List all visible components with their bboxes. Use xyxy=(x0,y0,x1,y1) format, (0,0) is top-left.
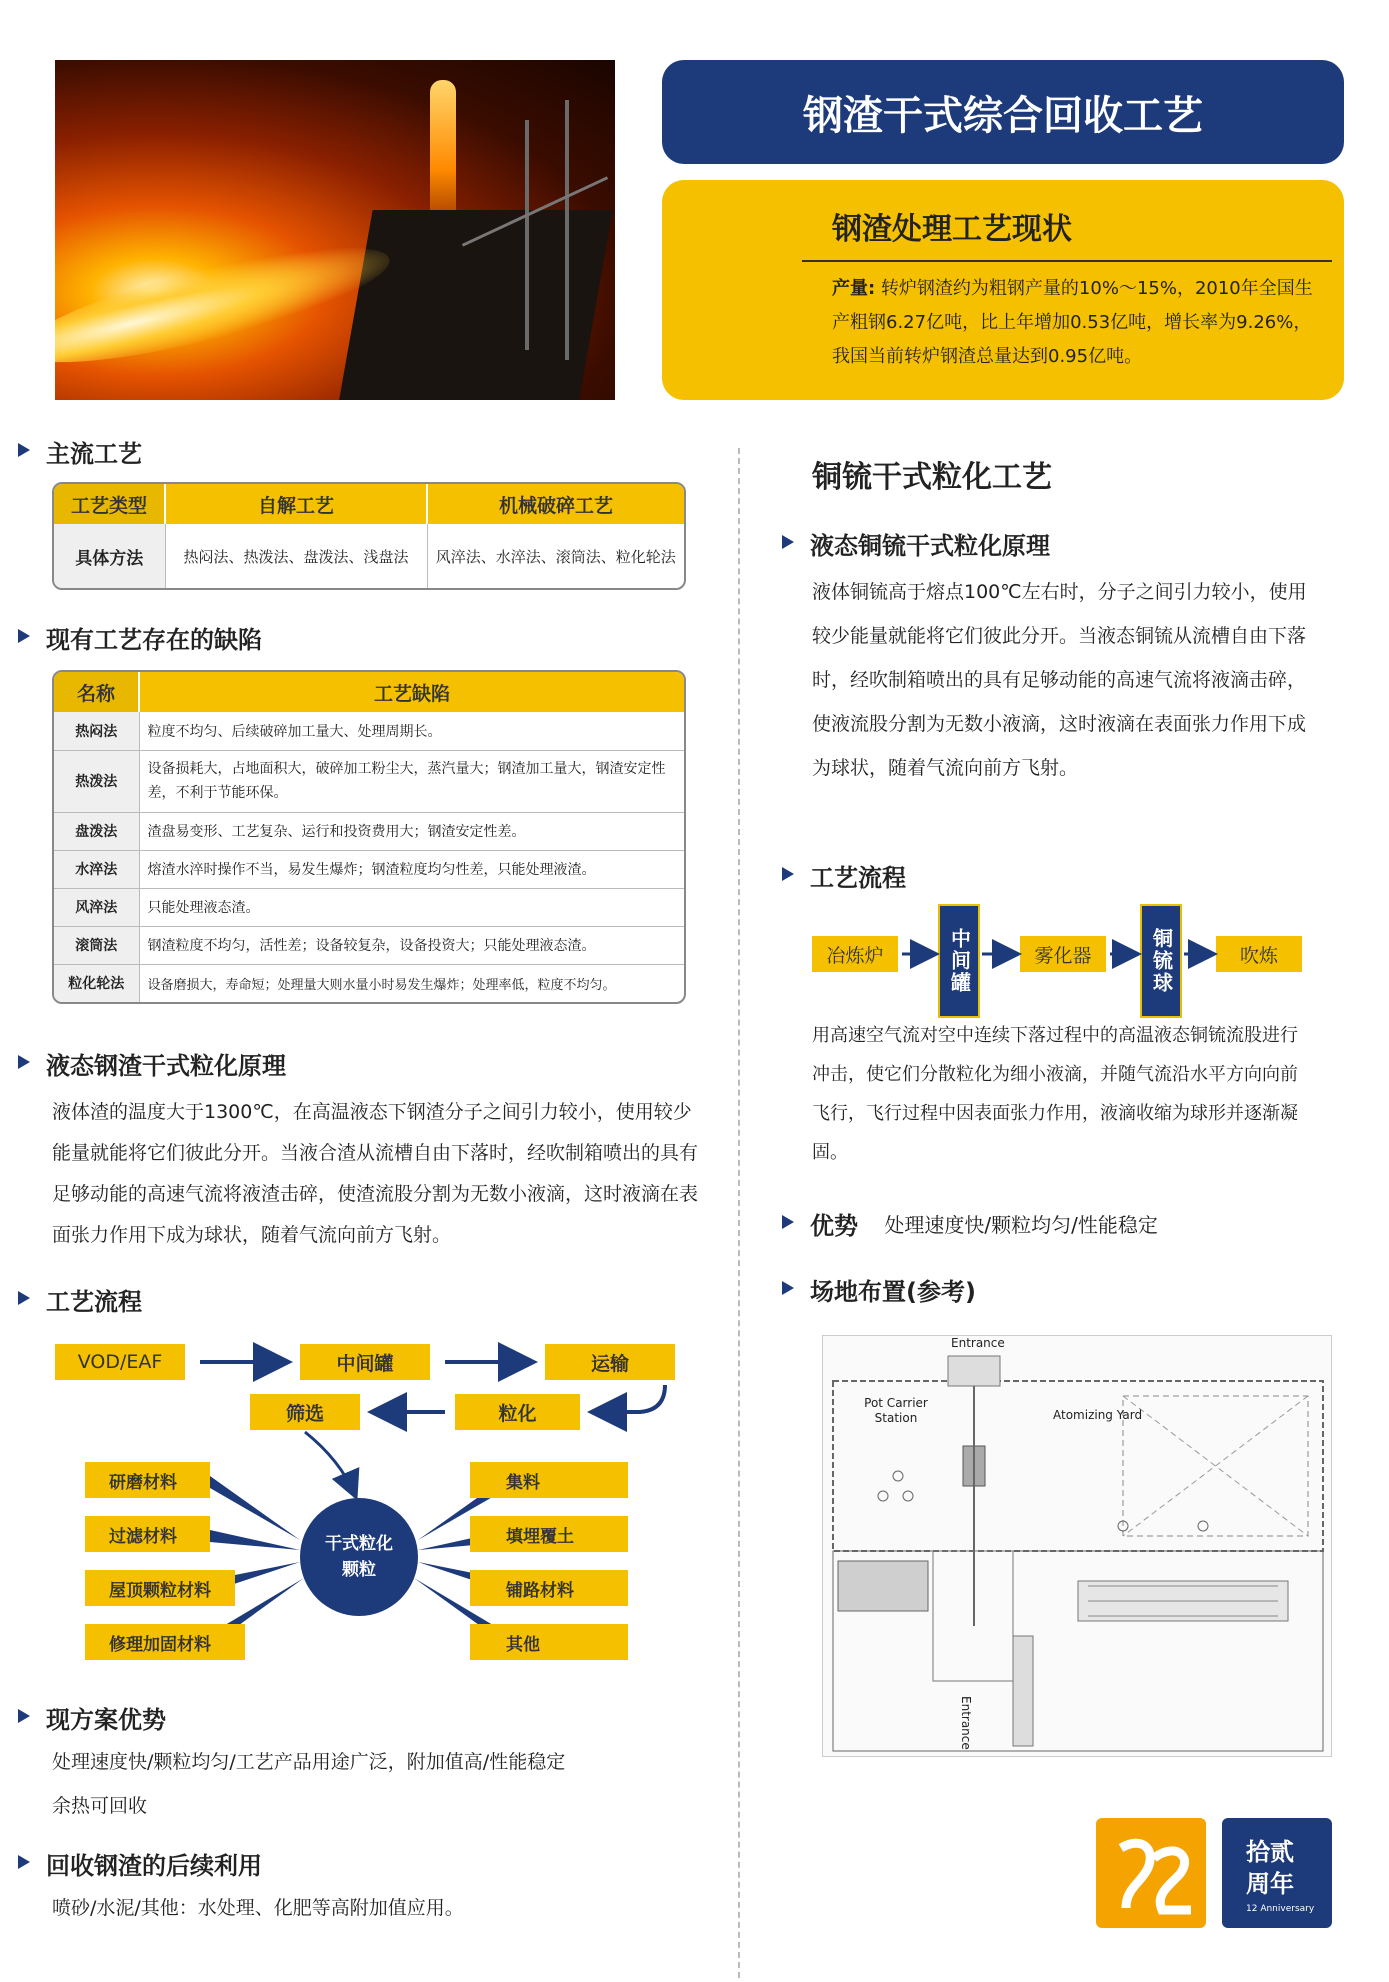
section-cu-advantage xyxy=(782,1206,1158,1241)
right-item: 铺路材料 xyxy=(470,1570,628,1606)
cu-flow-text: 用高速空气流对空中连续下落过程中的高温液态铜锍流股进行冲击，使它们分散粒化为细小液滴，并随气流沿水平方向向前飞行，飞行过程中因表面张力作用，液滴收缩为球形并逐渐凝固。 xyxy=(812,1025,1298,1163)
col-name: 名称 xyxy=(54,672,139,712)
section-cu-flow xyxy=(782,858,906,893)
defect-text: 设备损耗大，占地面积大，破碎加工粉尘大，蒸汽量大；钢渣加工量大，钢渣安定性差，不利于节能环保。 xyxy=(139,750,684,812)
defect-text: 渣盘易变形、工艺复杂、运行和投资费用大；钢渣安定性差。 xyxy=(139,812,684,850)
arrow-icon xyxy=(782,1281,794,1295)
section-layout xyxy=(782,1272,976,1307)
anniversary-logo-text xyxy=(1222,1818,1332,1928)
arrow-icon xyxy=(782,535,794,549)
flow-arrows xyxy=(0,0,720,1680)
right-item: 填埋覆土 xyxy=(470,1516,628,1552)
main-title: 钢渣干式综合回收工艺 xyxy=(662,60,1344,164)
column-separator xyxy=(738,448,740,1978)
section-heading: 优势 xyxy=(810,1212,858,1240)
anniversary-logo-mark xyxy=(1096,1818,1206,1928)
cu-flow-blow: 吹炼 xyxy=(1216,936,1302,972)
cu-flow-tundish-label: 中间罐 xyxy=(947,928,972,994)
defect-text: 钢渣粒度不均匀，活性差；设备较复杂，设备投资大；只能处理液态渣。 xyxy=(139,926,684,964)
logo-line3: 12 Anniversary xyxy=(1246,1904,1315,1914)
defect-name: 热闷法 xyxy=(54,712,139,750)
center-product xyxy=(300,1498,418,1616)
status-card xyxy=(662,180,1344,400)
section-heading: 工艺流程 xyxy=(46,1288,142,1316)
cu-flow-atomizer: 雾化器 xyxy=(1020,936,1106,972)
status-title: 钢渣处理工艺现状 xyxy=(832,212,1072,247)
left-item: 修理加固材料 xyxy=(85,1624,245,1660)
col-defect: 工艺缺陷 xyxy=(139,672,684,712)
section-heading: 现有工艺存在的缺陷 xyxy=(46,626,262,654)
section-cu-principle xyxy=(782,526,1050,561)
reuse-text: 喷砂/水泥/其他：水处理、化肥等高附加值应用。 xyxy=(52,1897,464,1919)
defect-name: 粒化轮法 xyxy=(54,964,139,1002)
status-text xyxy=(832,272,1322,374)
right-item: 集料 xyxy=(470,1462,628,1498)
mech-methods: 风淬法、水淬法、滚筒法、粒化轮法 xyxy=(435,547,676,566)
defect-name: 水淬法 xyxy=(54,850,139,888)
section-heading: 场地布置(参考) xyxy=(810,1278,976,1306)
arrow-icon xyxy=(782,1215,794,1229)
col-type: 工艺类型 xyxy=(54,484,165,524)
logo-line2: 周年 xyxy=(1246,1870,1294,1898)
cu-flow-smelter: 冶炼炉 xyxy=(812,936,898,972)
site-layout-map xyxy=(822,1335,1332,1757)
logo-line1: 拾贰 xyxy=(1246,1838,1294,1866)
cu-flow-ball-label: 铜锍球 xyxy=(1149,928,1174,994)
flow-transport: 运输 xyxy=(545,1344,675,1380)
section-heading: 液态铜锍干式粒化原理 xyxy=(810,532,1050,560)
center-label: 干式粒化颗粒 xyxy=(325,1534,393,1580)
left-item: 屋顶颗粒材料 xyxy=(85,1570,235,1606)
advantage-line1: 处理速度快/颗粒均匀/工艺产品用途广泛，附加值高/性能稳定 xyxy=(52,1751,566,1773)
map-entrance-top: Entrance xyxy=(951,1336,1005,1350)
cu-advantage-text: 处理速度快/颗粒均匀/性能稳定 xyxy=(884,1213,1158,1237)
flow-granulate: 粒化 xyxy=(455,1394,580,1430)
defect-text: 粒度不均匀、后续破碎加工量大、处理周期长。 xyxy=(139,712,684,750)
flow-vod: VOD/EAF xyxy=(55,1344,185,1380)
defect-name: 风淬法 xyxy=(54,888,139,926)
defect-name: 滚筒法 xyxy=(54,926,139,964)
logo-12-icon xyxy=(1096,1818,1206,1928)
section-heading: 液态钢渣干式粒化原理 xyxy=(46,1052,286,1080)
section-heading: 现方案优势 xyxy=(46,1706,166,1734)
col-mech: 机械破碎工艺 xyxy=(427,484,684,524)
cu-flow-arrows xyxy=(800,930,1320,980)
right-item: 其他 xyxy=(470,1624,628,1660)
self-methods: 热闷法、热泼法、盘泼法、浅盘法 xyxy=(165,524,427,588)
defect-name: 热泼法 xyxy=(54,750,139,812)
section-reuse xyxy=(18,1846,262,1881)
status-body: 转炉钢渣约为粗钢产量的10%～15%，2010年全国生产粗钢6.27亿吨，比上年增加0.53亿吨，增长率为9.26%，我国当前转炉钢渣总量达到0.95亿吨。 xyxy=(832,278,1313,367)
divider xyxy=(802,260,1332,262)
right-title: 铜锍干式粒化工艺 xyxy=(812,460,1052,495)
defect-text: 只能处理液态渣。 xyxy=(139,888,684,926)
map-pot-carrier: Pot Carrier Station xyxy=(864,1396,928,1425)
arrow-icon xyxy=(18,1709,30,1723)
defect-text: 熔渣水淬时操作不当，易发生爆炸；钢渣粒度均匀性差，只能处理液渣。 xyxy=(139,850,684,888)
arrow-icon xyxy=(782,867,794,881)
section-heading: 回收钢渣的后续利用 xyxy=(46,1852,262,1880)
row-label: 具体方法 xyxy=(54,524,165,588)
advantage-line2: 余热可回收 xyxy=(52,1795,148,1817)
status-label: 产量: xyxy=(832,278,876,299)
map-atomizing-yard: Atomizing Yard xyxy=(1053,1408,1143,1422)
cu-principle-text: 液体铜锍高于熔点100℃左右时，分子之间引力较小，使用较少能量就能将它们彼此分开。当液态铜锍从流槽自由下落时，经吹制箱喷出的具有足够动能的高速气流将液滴击碎，使液流股分割为无数小液滴，这时液滴在表面张力作用下成为球状，随着气流向前方飞射。 xyxy=(812,581,1307,779)
left-item: 过滤材料 xyxy=(85,1516,210,1552)
map-entrance-bottom: Entrance xyxy=(959,1696,973,1750)
flow-tundish: 中间罐 xyxy=(300,1344,430,1380)
defect-text: 设备磨损大，寿命短；处理量大则水量小时易发生爆炸；处理率低，粒度不均匀。 xyxy=(147,977,616,993)
flow-screen: 筛选 xyxy=(250,1394,360,1430)
defect-name: 盘泼法 xyxy=(54,812,139,850)
principle-text: 液体渣的温度大于1300℃，在高温液态下钢渣分子之间引力较小，使用较少能量就能将它们彼此分开。当液合渣从流槽自由下落时，经吹制箱喷出的具有足够动能的高速气流将液渣击碎，使渣流股分割为无数小液滴，这时液滴在表面张力作用下成为球状，随着气流向前方飞射。 xyxy=(52,1101,699,1246)
section-advantage-left xyxy=(18,1700,166,1735)
section-heading: 主流工艺 xyxy=(46,440,142,468)
col-self: 自解工艺 xyxy=(165,484,427,524)
left-item: 研磨材料 xyxy=(85,1462,210,1498)
arrow-icon xyxy=(18,1855,30,1869)
section-heading: 工艺流程 xyxy=(810,864,906,892)
